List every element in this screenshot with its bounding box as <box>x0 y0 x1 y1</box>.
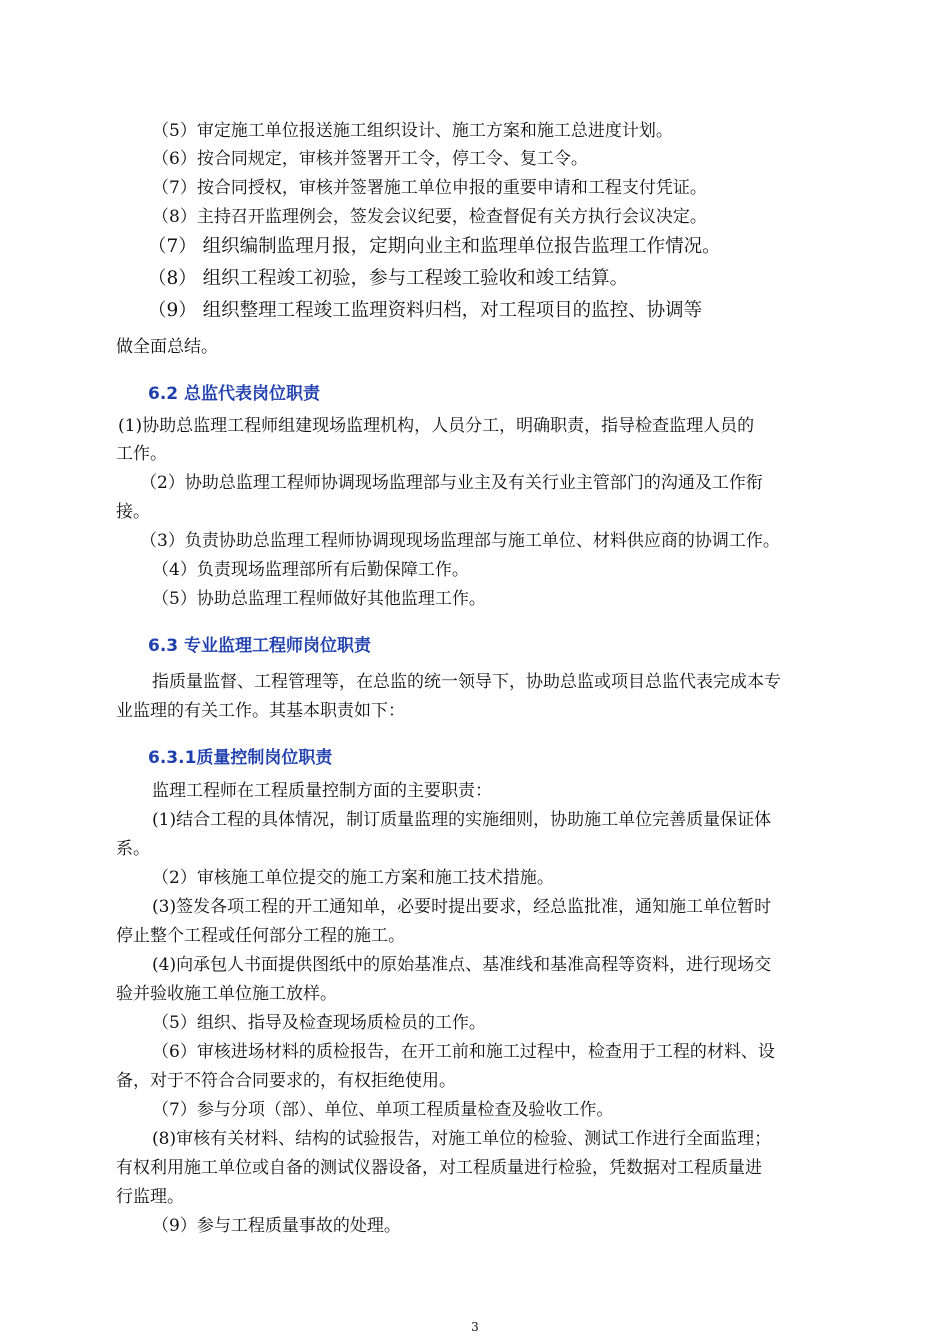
paragraph-line: （7）按合同授权，审核并签署施工单位申报的重要申请和工程支付凭证。 <box>152 178 707 198</box>
section-heading-6-3: 6.3 专业监理工程师岗位职责 <box>148 636 372 656</box>
paragraph-line: （9）参与工程质量事故的处理。 <box>152 1216 401 1236</box>
paragraph-line: 监理工程师在工程质量控制方面的主要职责： <box>152 781 492 801</box>
paragraph-line: (1)结合工程的具体情况，制订质量监理的实施细则，协助施工单位完善质量保证体 <box>152 810 772 830</box>
paragraph-line: （6）按合同规定，审核并签署开工令，停工令、复工令。 <box>152 149 588 169</box>
paragraph-line: （2）协助总监理工程师协调现场监理部与业主及有关行业主管部门的沟通及工作衔 <box>140 473 763 493</box>
paragraph-line: （5）组织、指导及检查现场质检员的工作。 <box>152 1013 486 1033</box>
paragraph-line: （2）审核施工单位提交的施工方案和施工技术措施。 <box>152 868 554 888</box>
paragraph-line: 行监理。 <box>116 1187 184 1207</box>
paragraph-line: 备，对于不符合合同要求的，有权拒绝使用。 <box>116 1071 456 1091</box>
paragraph-line: （7）参与分项（部）、单位、单项工程质量检查及验收工作。 <box>152 1100 614 1120</box>
paragraph-line: (3)签发各项工程的开工通知单，必要时提出要求，经总监批准，通知施工单位暂时 <box>152 897 772 917</box>
section-heading-6-2: 6.2 总监代表岗位职责 <box>148 384 321 404</box>
paragraph-line: 有权利用施工单位或自备的测试仪器设备，对工程质量进行检验，凭数据对工程质量进 <box>116 1158 762 1178</box>
paragraph-line: 指质量监督、工程管理等，在总监的统一领导下，协助总监或项目总监代表完成本专 <box>152 672 781 692</box>
paragraph-line: （9） 组织整理工程竣工监理资料归档，对工程项目的监控、协调等 <box>148 300 703 321</box>
paragraph-line: 业监理的有关工作。其基本职责如下： <box>116 701 405 721</box>
paragraph-line: 停止整个工程或任何部分工程的施工。 <box>116 926 405 946</box>
paragraph-line: 验并验收施工单位施工放样。 <box>116 984 337 1004</box>
paragraph-line: （5）审定施工单位报送施工组织设计、施工方案和施工总进度计划。 <box>152 121 673 141</box>
paragraph-line: （8） 组织工程竣工初验，参与工程竣工验收和竣工结算。 <box>148 268 629 289</box>
paragraph-line: 工作。 <box>116 444 167 464</box>
paragraph-line: 接。 <box>116 502 150 522</box>
paragraph-line: 做全面总结。 <box>116 337 218 357</box>
paragraph-line: (8)审核有关材料、结构的试验报告，对施工单位的检验、测试工作进行全面监理； <box>152 1129 772 1149</box>
paragraph-line: (1)协助总监理工程师组建现场监理机构，人员分工，明确职责，指导检查监理人员的 <box>118 416 755 436</box>
paragraph-line: （6）审核进场材料的质检报告，在开工前和施工过程中，检查用于工程的材料、设 <box>152 1042 775 1062</box>
paragraph-line: （4）负责现场监理部所有后勤保障工作。 <box>152 560 469 580</box>
paragraph-line: 系。 <box>116 839 150 859</box>
section-heading-6-3-1: 6.3.1质量控制岗位职责 <box>148 748 333 768</box>
paragraph-line: （8）主持召开监理例会，签发会议纪要，检查督促有关方执行会议决定。 <box>152 207 707 227</box>
page-number: 3 <box>471 1320 479 1334</box>
paragraph-line: （5）协助总监理工程师做好其他监理工作。 <box>152 589 486 609</box>
paragraph-line: (4)向承包人书面提供图纸中的原始基准点、基准线和基准高程等资料，进行现场交 <box>152 955 772 975</box>
paragraph-line: （3）负责协助总监理工程师协调现现场监理部与施工单位、材料供应商的协调工作。 <box>140 531 780 551</box>
paragraph-line: （7） 组织编制监理月报，定期向业主和监理单位报告监理工作情况。 <box>148 236 721 257</box>
